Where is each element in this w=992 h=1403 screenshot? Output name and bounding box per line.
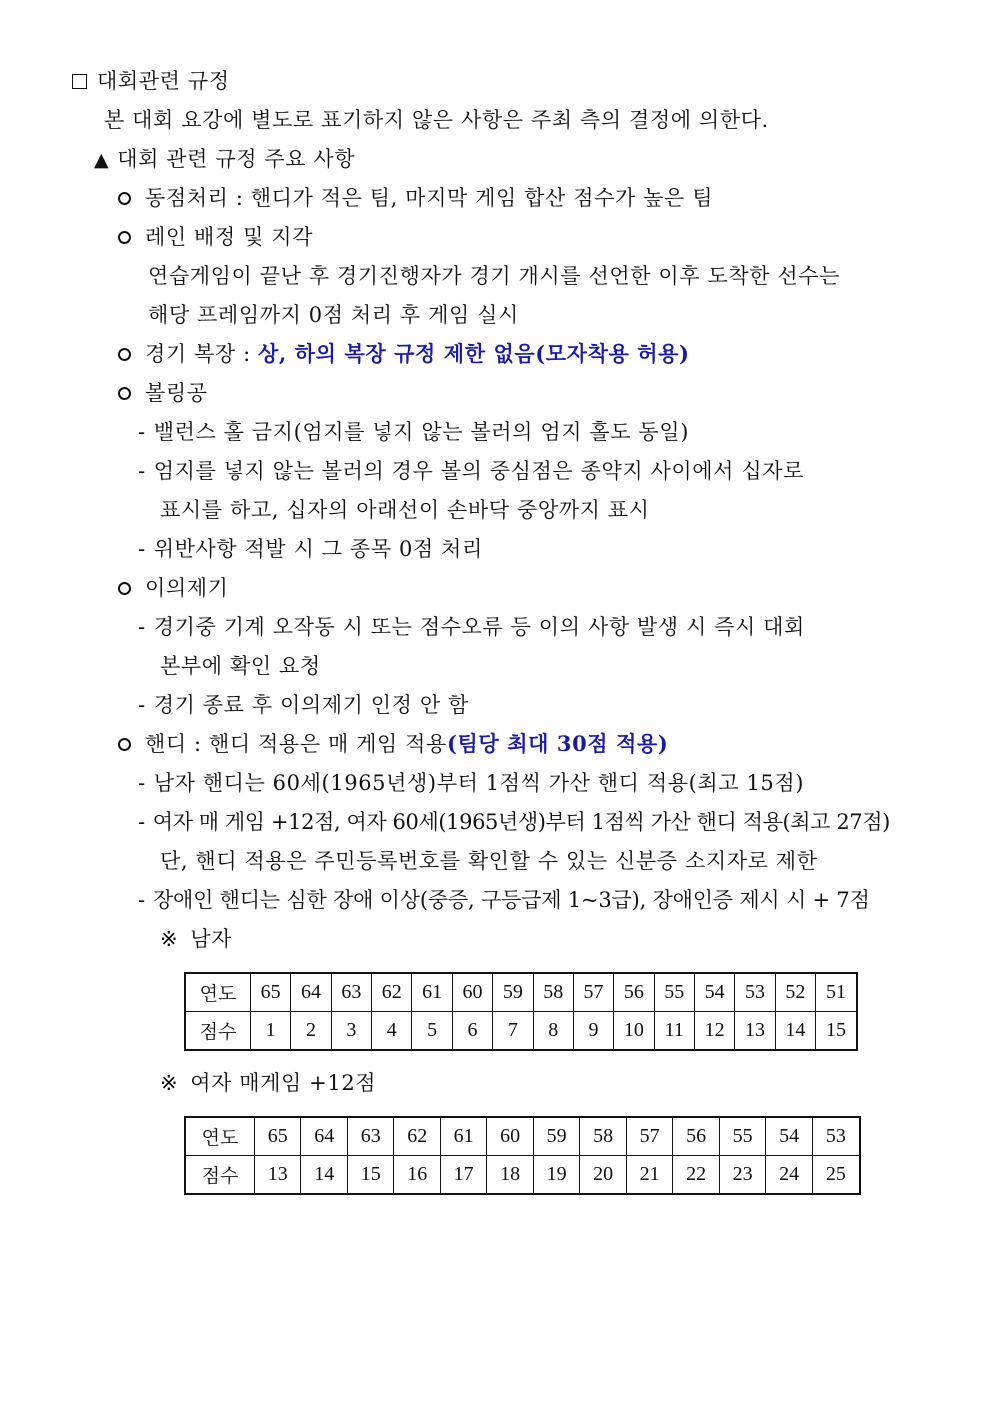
rule-handicap-item-3: - 장애인 핸디는 심한 장애 이상(중증, 구등급제 1~3급), 장애인증 제시 시 + 7점 (138, 888, 870, 912)
rule-ball-title: 볼링공 (145, 381, 208, 405)
table-cell: 63 (331, 973, 371, 1012)
table-cell: 2 (291, 1012, 331, 1051)
rule-handicap-item-2: - 여자 매 게임 +12점, 여자 60세(1965년생)부터 1점씩 가산 핸디 적용(최고 27점) (138, 810, 890, 834)
table-cell: 11 (654, 1012, 694, 1051)
male-scores-row (185, 1012, 857, 1051)
rule-protest-item-1-cont: 본부에 확인 요청 (160, 654, 321, 678)
table-cell: 64 (291, 973, 331, 1012)
table-cell: 64 (301, 1117, 347, 1156)
rule-handicap-item-1: - 남자 핸디는 60세(1965년생)부터 1점씩 가산 핸디 적용(최고 15점) (138, 771, 805, 795)
rule-dress-label: 경기 복장 : (145, 342, 259, 366)
table-cell: 60 (452, 973, 492, 1012)
table-cell: 61 (440, 1117, 486, 1156)
rule-handicap-item-2-cont: 단, 핸디 적용은 주민등록번호를 확인할 수 있는 신분증 소지자로 제한 (160, 849, 818, 873)
table-cell: 14 (301, 1156, 347, 1195)
rule-lane (118, 223, 313, 251)
rule-protest (118, 574, 229, 602)
circle-bullet-icon (118, 348, 131, 361)
rule-handicap (118, 730, 668, 758)
table-cell: 54 (694, 973, 734, 1012)
table-cell: 58 (533, 973, 573, 1012)
male-years-label: 연도 (185, 973, 251, 1012)
table-cell: 10 (614, 1012, 654, 1051)
table-cell: 9 (573, 1012, 613, 1051)
male-handicap-table (184, 972, 858, 1051)
subheading-text: 대회 관련 규정 주요 사항 (117, 147, 356, 171)
table-cell: 56 (614, 973, 654, 1012)
rule-ball (118, 379, 208, 407)
section-heading (72, 67, 230, 95)
table-cell: 7 (493, 1012, 533, 1051)
female-scores-row (185, 1156, 860, 1195)
table-cell: 57 (573, 973, 613, 1012)
section-title: 대회관련 규정 (97, 69, 230, 93)
table-cell: 56 (673, 1117, 719, 1156)
table-cell: 20 (580, 1156, 626, 1195)
table-cell: 19 (533, 1156, 579, 1195)
table-cell: 55 (719, 1117, 765, 1156)
female-handicap-table (184, 1116, 861, 1195)
male-years-row (185, 973, 857, 1012)
table-cell: 52 (775, 973, 815, 1012)
female-years-row (185, 1117, 860, 1156)
circle-bullet-icon (118, 387, 131, 400)
rule-ball-item-1: - 밸런스 홀 금지(엄지를 넣지 않는 볼러의 엄지 홀도 동일) (138, 420, 689, 444)
table-cell: 53 (735, 973, 775, 1012)
table-cell: 62 (394, 1117, 440, 1156)
male-table-caption: ※ 남자 (160, 927, 232, 951)
table-cell: 58 (580, 1117, 626, 1156)
table-cell: 62 (372, 973, 412, 1012)
table-cell: 65 (255, 1117, 301, 1156)
table-cell: 18 (487, 1156, 533, 1195)
rule-dress-value: 상, 하의 복장 규정 제한 없음(모자착용 허용) (258, 341, 690, 366)
table-cell: 13 (735, 1012, 775, 1051)
male-scores-label: 점수 (185, 1012, 251, 1051)
table-cell: 6 (452, 1012, 492, 1051)
table-cell: 53 (812, 1117, 860, 1156)
table-cell: 17 (440, 1156, 486, 1195)
table-cell: 54 (766, 1117, 812, 1156)
table-cell: 61 (412, 973, 452, 1012)
table-cell: 4 (372, 1012, 412, 1051)
rule-lane-text-2: 해당 프레임까지 0점 처리 후 게임 실시 (148, 303, 519, 327)
table-cell: 51 (816, 973, 857, 1012)
table-cell: 55 (654, 973, 694, 1012)
female-scores-label: 점수 (185, 1156, 255, 1195)
rule-handicap-value: (팀당 최대 30점 적용) (446, 731, 669, 756)
rule-ball-item-2-cont: 표시를 하고, 십자의 아래선이 손바닥 중앙까지 표시 (160, 498, 650, 522)
table-cell: 1 (251, 1012, 291, 1051)
table-cell: 24 (766, 1156, 812, 1195)
rule-dress (118, 340, 690, 368)
rule-tiebreak-text: 동점처리 : 핸디가 적은 팀, 마지막 게임 합산 점수가 높은 팀 (145, 186, 714, 210)
reference-mark-icon: ※ (160, 927, 179, 951)
circle-bullet-icon (118, 582, 131, 595)
rule-handicap-label: 핸디 : 핸디 적용은 매 게임 적용 (145, 732, 447, 756)
reference-mark-icon: ※ (160, 1071, 179, 1095)
table-cell: 22 (673, 1156, 719, 1195)
rule-lane-text-1: 연습게임이 끝난 후 경기진행자가 경기 개시를 선언한 이후 도착한 선수는 (148, 264, 841, 288)
circle-bullet-icon (118, 231, 131, 244)
triangle-bullet-icon: ▲ (94, 149, 110, 171)
table-cell: 63 (347, 1117, 393, 1156)
table-cell: 13 (255, 1156, 301, 1195)
subheading (94, 145, 355, 174)
table-cell: 3 (331, 1012, 371, 1051)
female-years-label: 연도 (185, 1117, 255, 1156)
rule-protest-title: 이의제기 (145, 576, 229, 600)
rule-protest-item-2: - 경기 종료 후 이의제기 인정 안 함 (138, 693, 469, 717)
table-cell: 21 (626, 1156, 672, 1195)
rule-ball-item-3: - 위반사항 적발 시 그 종목 0점 처리 (138, 537, 483, 561)
rule-lane-title: 레인 배정 및 지각 (145, 225, 314, 249)
rule-tiebreak (118, 184, 713, 212)
table-cell: 15 (347, 1156, 393, 1195)
female-table-caption: ※ 여자 매게임 +12점 (160, 1071, 377, 1095)
rule-protest-item-1: - 경기중 기계 오작동 시 또는 점수오류 등 이의 사항 발생 시 즉시 대회 (138, 615, 805, 639)
intro-text: 본 대회 요강에 별도로 표기하지 않은 사항은 주최 측의 결정에 의한다. (104, 108, 769, 132)
table-cell: 57 (626, 1117, 672, 1156)
table-cell: 59 (533, 1117, 579, 1156)
table-cell: 15 (816, 1012, 857, 1051)
table-cell: 5 (412, 1012, 452, 1051)
table-cell: 23 (719, 1156, 765, 1195)
rule-ball-item-2: - 엄지를 넣지 않는 볼러의 경우 볼의 중심점은 종약지 사이에서 십자로 (138, 459, 804, 483)
table-cell: 25 (812, 1156, 860, 1195)
checkbox-square-icon (72, 74, 87, 89)
table-cell: 12 (694, 1012, 734, 1051)
table-cell: 65 (251, 973, 291, 1012)
table-cell: 60 (487, 1117, 533, 1156)
table-cell: 16 (394, 1156, 440, 1195)
circle-bullet-icon (118, 192, 131, 205)
table-cell: 14 (775, 1012, 815, 1051)
table-cell: 59 (493, 973, 533, 1012)
circle-bullet-icon (118, 738, 131, 751)
table-cell: 8 (533, 1012, 573, 1051)
